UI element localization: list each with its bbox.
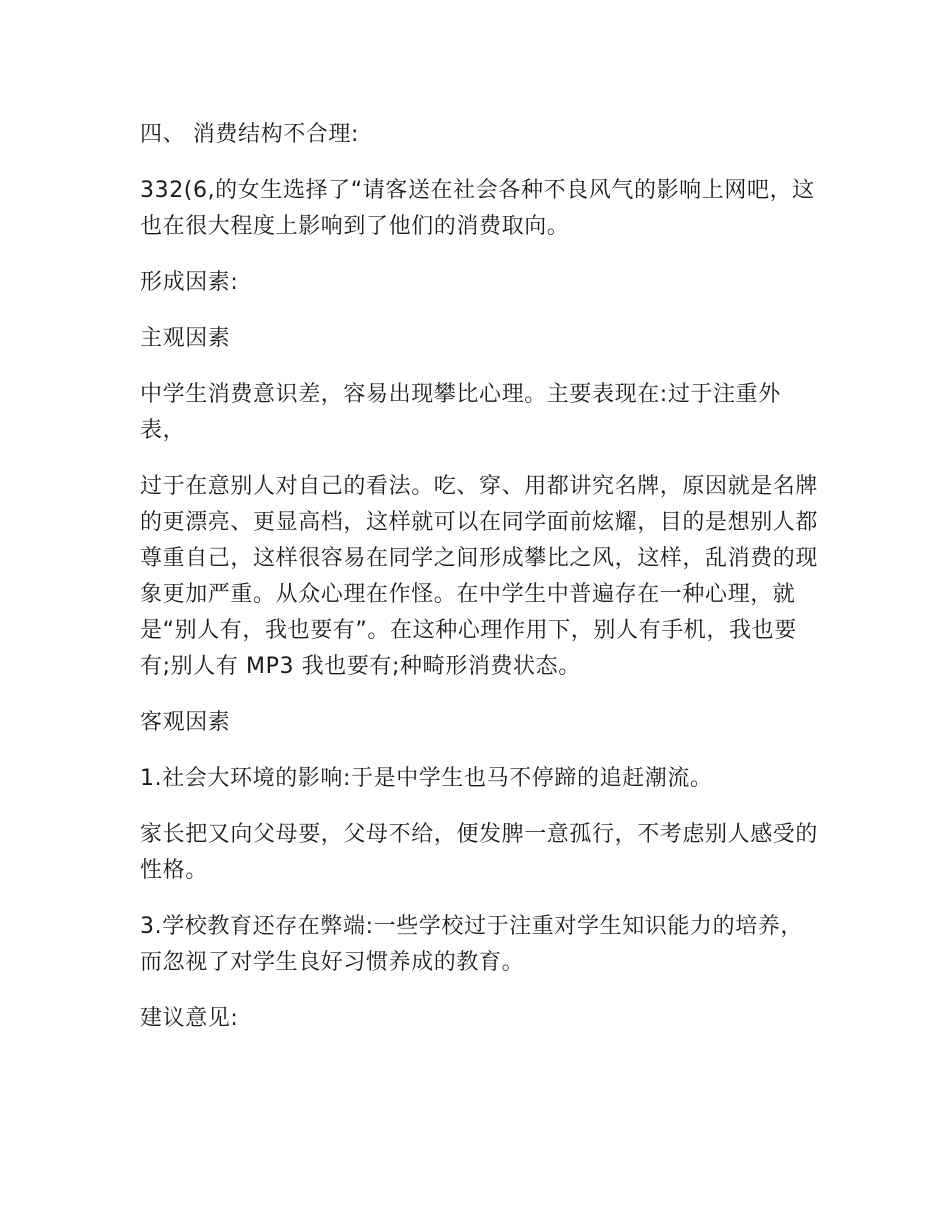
section-heading-consumption-structure: 四、 消费结构不合理:	[140, 122, 360, 147]
heading-objective-factors: 客观因素	[140, 710, 231, 735]
paragraph-comparison-mentality: 中学生消费意识差，容易出现攀比心理。主要表现在:过于注重外表，	[140, 382, 781, 443]
paragraph-family: 家长把又向父母要，父母不给，便发脾一意孤行，不考虑别人感受的性格。	[140, 822, 819, 883]
heading-suggestions: 建议意见:	[140, 1006, 239, 1031]
paragraph-social-environment: 1.社会大环境的影响:于是中学生也马不停蹄的追赶潮流。	[140, 766, 713, 791]
document-page	[140, 117, 820, 1057]
paragraph-survey-result: 332(6,的女生选择了“请客送在社会各种不良风气的影响上网吧，这也在很大程度上影响到了他们的消费取向。	[140, 178, 815, 239]
paragraph-brand-vanity: 过于在意别人对自己的看法。吃、穿、用都讲究名牌，原因就是名牌的更漂亮、更显高档，这样就可以在同学面前炫耀，目的是想别人都尊重自己，这样很容易在同学之间形成攀比之风，这样，乱消费的现象更加严重。从众心理在作怪。在中学生中普遍存在一种心理，就是“别人有，我也要有”。在这种心理作用下，别人有手机，我也要有;别人有 MP3 我也要有;种畸形消费状态。	[140, 474, 819, 679]
paragraph-school-education: 3.学校教育还存在弊端:一些学校过于注重对学生知识能力的培养，而忽视了对学生良好习惯养成的教育。	[140, 914, 804, 975]
heading-subjective-factors: 主观因素	[140, 326, 231, 351]
heading-formation-factors: 形成因素:	[140, 270, 239, 295]
